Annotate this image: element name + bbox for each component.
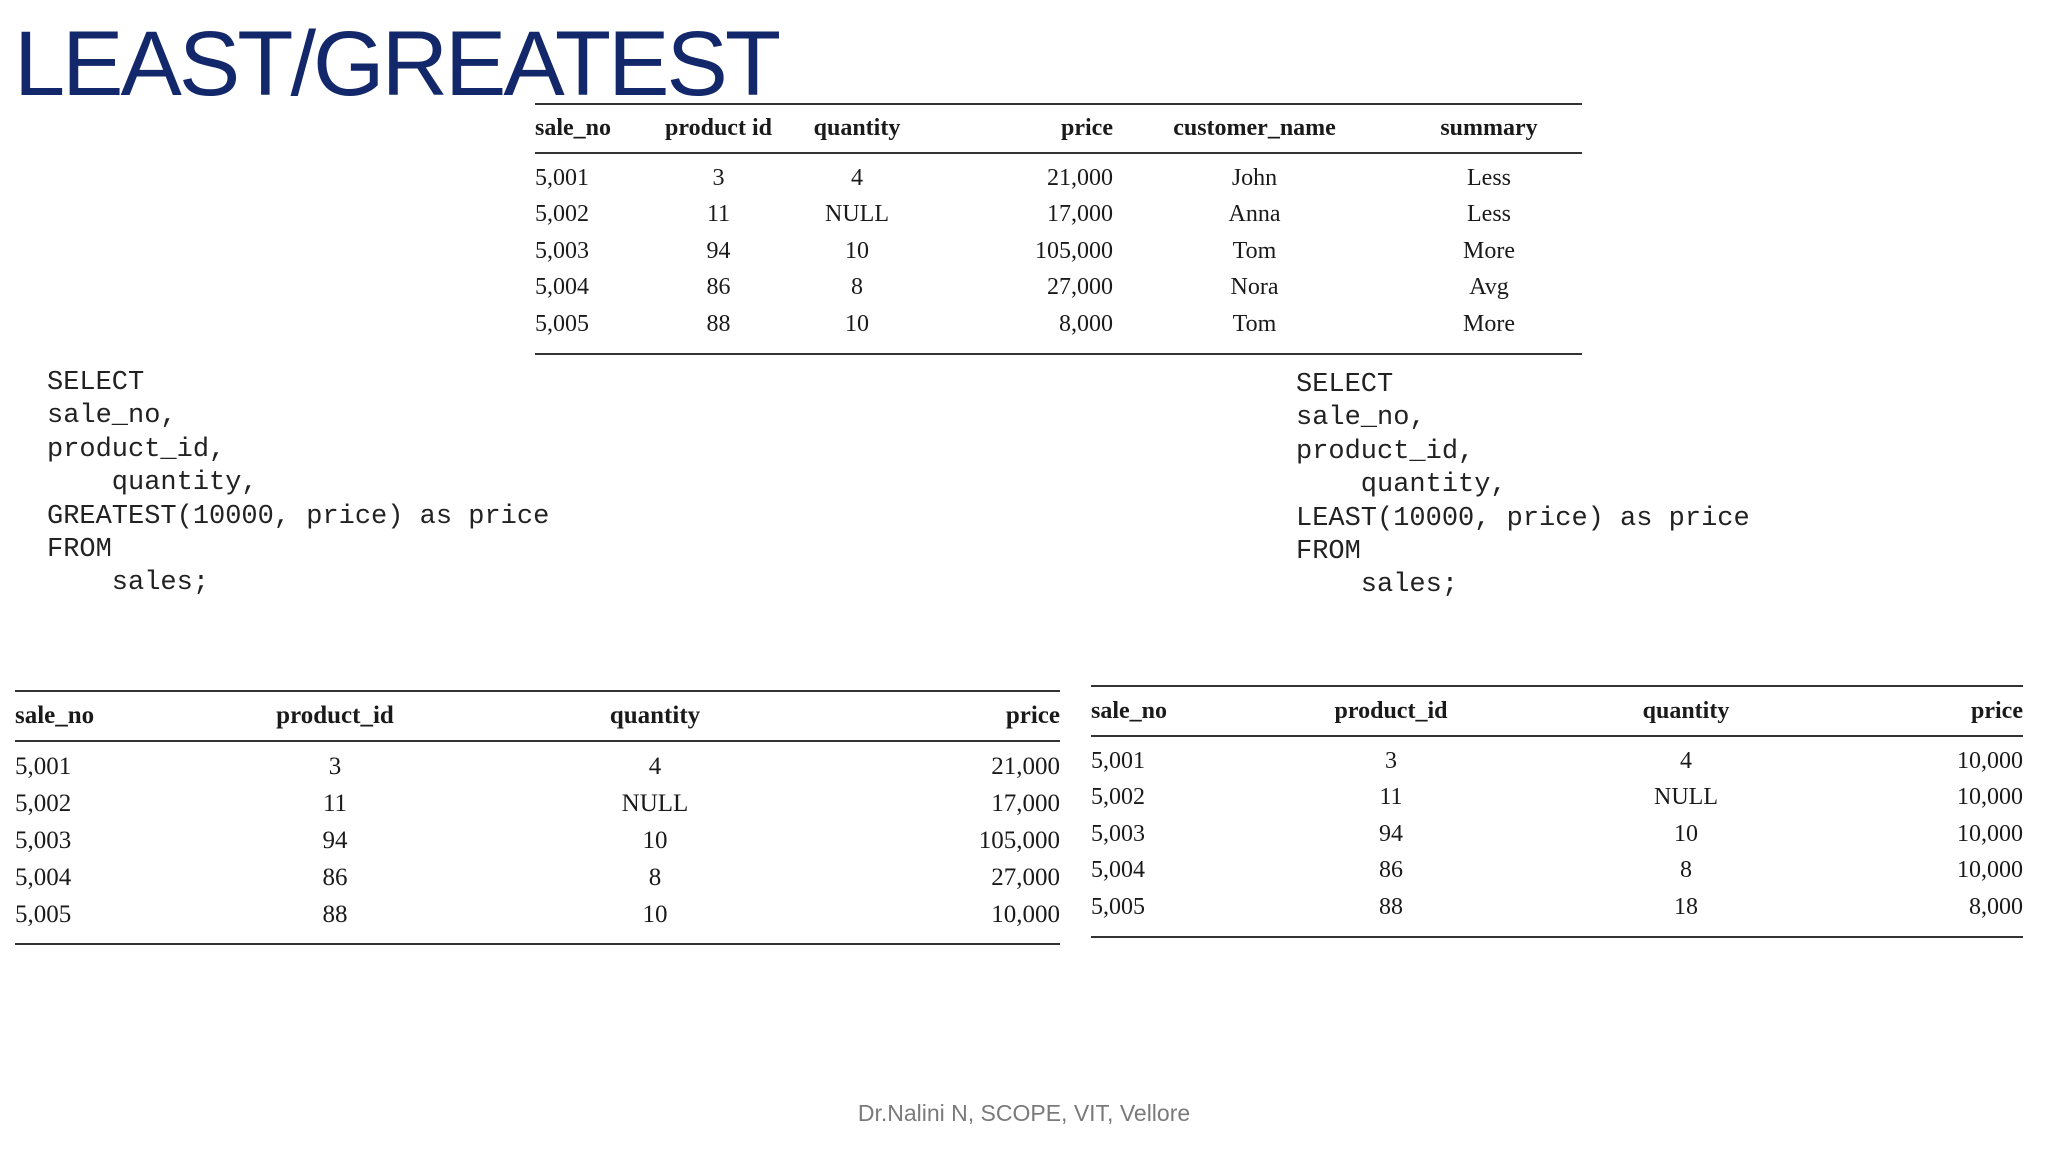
column-header-quantity: quantity	[609, 702, 701, 729]
table-header-row	[535, 104, 1582, 153]
cell-quantity: 4	[1680, 747, 1692, 774]
cell-summary: Less	[1467, 201, 1511, 228]
cell-sale-no: 5,003	[15, 826, 72, 854]
column-header-sale-no: sale_no	[1091, 697, 1168, 724]
table-row	[15, 785, 1060, 822]
table-header-row	[15, 691, 1060, 741]
column-header-price: price	[1005, 702, 1060, 729]
slide-footer: Dr.Nalini N, SCOPE, VIT, Vellore	[857, 1100, 1191, 1126]
code-line: LEAST(10000, price) as price	[1296, 503, 1750, 534]
column-header-sale-no: sale_no	[15, 702, 95, 729]
table-row	[535, 306, 1582, 354]
cell-quantity: 4	[851, 164, 863, 191]
cell-sale-no: 5,001	[535, 164, 589, 191]
cell-product-id: 86	[1379, 857, 1403, 884]
cell-price: 105,000	[978, 826, 1060, 854]
cell-price: 105,000	[1035, 237, 1113, 264]
code-line: sale_no,	[1296, 403, 1426, 434]
table-row	[1091, 889, 2023, 937]
cell-sale-no: 5,002	[535, 201, 589, 228]
cell-price: 10,000	[1957, 857, 2023, 884]
slide-title: LEAST/GREATEST	[14, 13, 779, 115]
cell-sale-no: 5,005	[1091, 893, 1145, 920]
cell-sale-no: 5,004	[1091, 857, 1145, 884]
table-row	[15, 896, 1060, 944]
column-header-customer-name: customer_name	[1173, 115, 1336, 141]
cell-product-id: 86	[322, 863, 348, 891]
sales-source-table	[535, 103, 1582, 355]
column-header-price: price	[1061, 115, 1113, 141]
code-line: product_id,	[47, 434, 226, 465]
cell-product-id: 11	[706, 201, 731, 228]
cell-price: 8,000	[1059, 310, 1113, 337]
cell-product-id: 3	[712, 164, 725, 191]
cell-price: 8,000	[1969, 893, 2023, 920]
cell-summary: More	[1463, 237, 1515, 264]
cell-sale-no: 5,005	[15, 900, 72, 928]
cell-product-id: 94	[706, 237, 731, 264]
cell-customer-name: John	[1231, 164, 1278, 191]
cell-price: 17,000	[1047, 201, 1113, 228]
cell-product-id: 3	[1385, 747, 1397, 774]
cell-sale-no: 5,003	[1091, 820, 1145, 847]
column-header-price: price	[1971, 697, 2023, 724]
cell-sale-no: 5,005	[535, 310, 589, 337]
greatest-sql-code	[47, 367, 549, 601]
cell-customer-name: Anna	[1228, 201, 1281, 228]
column-header-summary: summary	[1440, 115, 1538, 141]
cell-product-id: 11	[1379, 784, 1403, 811]
column-header-product-id: product_id	[276, 702, 394, 729]
cell-quantity: 10	[845, 310, 869, 337]
code-line: FROM	[47, 535, 112, 566]
table-row	[15, 741, 1060, 785]
cell-product-id: 88	[706, 310, 731, 337]
cell-product-id: 11	[322, 789, 348, 817]
table-row	[535, 197, 1582, 234]
cell-summary: Less	[1467, 164, 1511, 191]
cell-sale-no: 5,004	[15, 863, 72, 891]
code-line: quantity,	[47, 468, 258, 499]
least-sql-code	[1296, 369, 1750, 603]
least-result-table	[1091, 685, 2023, 938]
cell-price: 21,000	[1047, 164, 1113, 191]
table-row	[535, 270, 1582, 307]
cell-product-id: 3	[328, 752, 342, 780]
cell-quantity: NULL	[621, 789, 689, 817]
cell-price: 10,000	[1957, 747, 2023, 774]
cell-price: 27,000	[991, 863, 1060, 891]
cell-price: 10,000	[1957, 820, 2023, 847]
cell-product-id: 94	[1379, 820, 1403, 847]
cell-sale-no: 5,004	[535, 274, 589, 301]
cell-price: 21,000	[991, 752, 1060, 780]
code-line: GREATEST(10000, price) as price	[47, 501, 550, 532]
code-line: SELECT	[1296, 370, 1394, 400]
table-header-row	[1091, 686, 2023, 736]
cell-quantity: 10	[642, 900, 668, 928]
cell-sale-no: 5,002	[1091, 784, 1145, 811]
cell-price: 10,000	[991, 900, 1060, 928]
cell-product-id: 88	[322, 900, 348, 928]
cell-product-id: 86	[706, 274, 731, 301]
column-header-sale-no: sale_no	[535, 115, 612, 141]
cell-sale-no: 5,001	[1091, 747, 1145, 774]
cell-quantity: NULL	[825, 201, 889, 228]
table-row	[1091, 736, 2023, 780]
table-row	[1091, 853, 2023, 890]
cell-quantity: 10	[845, 237, 869, 264]
cell-product-id: 88	[1379, 893, 1403, 920]
table-row	[1091, 816, 2023, 853]
column-header-product-id: product id	[665, 115, 772, 141]
cell-customer-name: Tom	[1232, 310, 1277, 337]
cell-price: 27,000	[1047, 274, 1113, 301]
greatest-result-table	[15, 690, 1060, 945]
cell-summary: Avg	[1469, 274, 1509, 301]
cell-quantity: 18	[1674, 893, 1698, 920]
column-header-quantity: quantity	[813, 115, 901, 141]
table-row	[535, 233, 1582, 270]
code-line: quantity,	[1296, 470, 1507, 501]
cell-price: 17,000	[991, 789, 1060, 817]
code-line: SELECT	[47, 368, 145, 398]
column-header-product-id: product_id	[1334, 697, 1448, 724]
cell-customer-name: Tom	[1232, 237, 1277, 264]
cell-customer-name: Nora	[1230, 274, 1279, 301]
code-line: sale_no,	[47, 401, 177, 432]
table-row	[15, 859, 1060, 896]
cell-quantity: 8	[851, 274, 863, 301]
cell-price: 10,000	[1957, 784, 2023, 811]
code-line: FROM	[1296, 537, 1361, 568]
cell-sale-no: 5,003	[535, 237, 589, 264]
code-line: sales;	[47, 568, 210, 599]
cell-quantity: NULL	[1654, 784, 1718, 811]
cell-quantity: 4	[648, 752, 662, 780]
code-line: product_id,	[1296, 436, 1475, 467]
cell-quantity: 10	[642, 826, 668, 854]
cell-product-id: 94	[322, 826, 348, 854]
table-row	[535, 153, 1582, 197]
cell-sale-no: 5,002	[15, 789, 72, 817]
cell-quantity: 8	[648, 863, 662, 891]
code-line: sales;	[1296, 570, 1459, 601]
cell-sale-no: 5,001	[15, 752, 72, 780]
cell-quantity: 8	[1680, 857, 1692, 884]
table-row	[15, 822, 1060, 859]
cell-quantity: 10	[1674, 820, 1698, 847]
table-row	[1091, 780, 2023, 817]
column-header-quantity: quantity	[1642, 697, 1730, 724]
cell-summary: More	[1463, 310, 1515, 337]
